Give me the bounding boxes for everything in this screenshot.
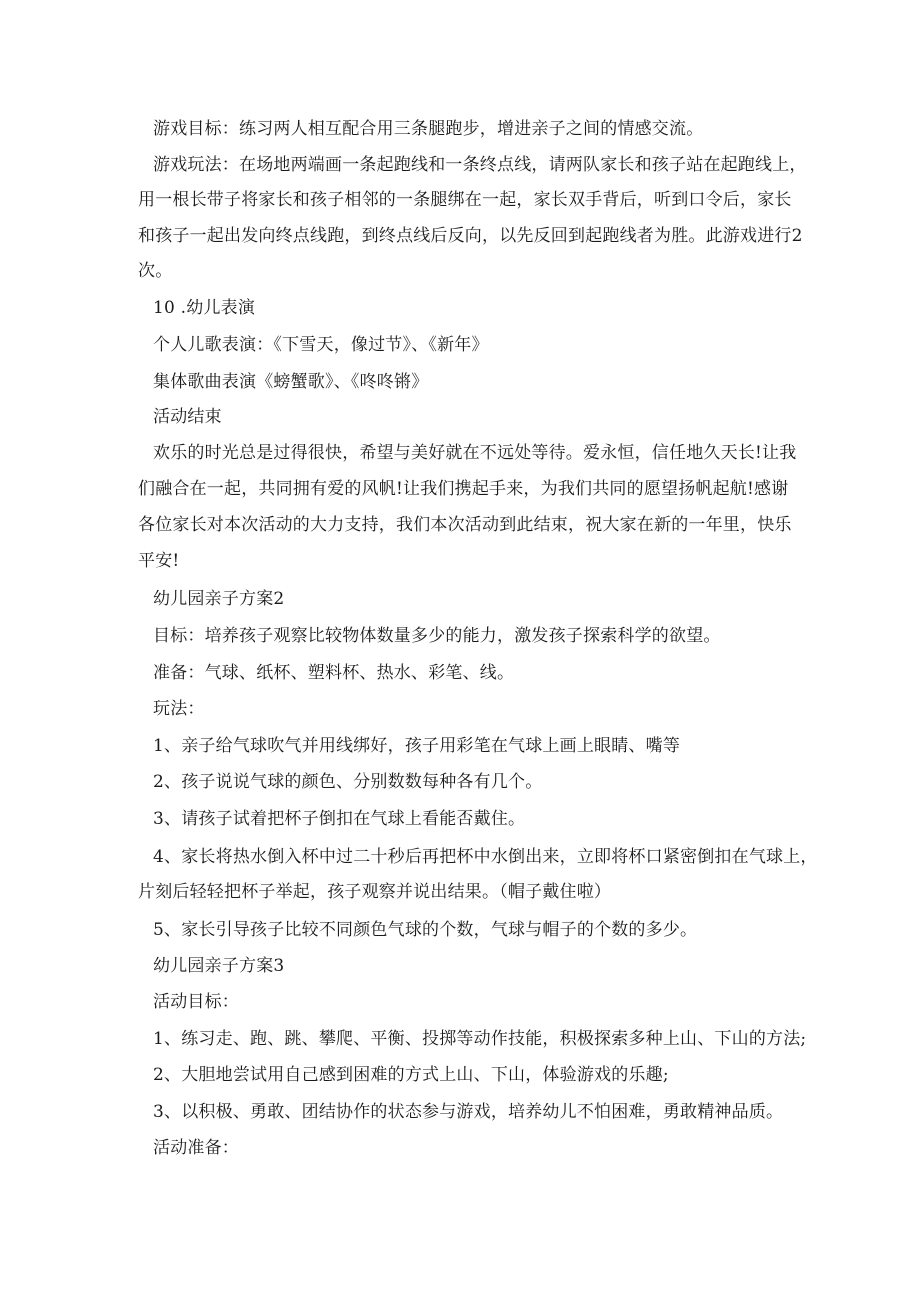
goal-item-3: 3、以积极、勇敢、团结协作的状态参与游戏，培养幼儿不怕困难，勇敢精神品质。 bbox=[153, 1102, 784, 1122]
list-item-1: 1、亲子给气球吹气并用线绑好，孩子用彩笔在气球上画上眼睛、嘴等 bbox=[153, 736, 681, 756]
paragraph-game-rules-line-1: 游戏玩法：在场地两端画一条起跑线和一条终点线，请两队家长和孩子站在起跑线上， bbox=[153, 155, 807, 175]
paragraph-closing-line-4: 平安! bbox=[138, 551, 180, 571]
paragraph-goal: 目标：培养孩子观察比较物体数量多少的能力，激发孩子探索科学的欲望。 bbox=[153, 626, 721, 646]
paragraph-closing-line-3: 各位家长对本次活动的大力支持，我们本次活动到此结束，祝大家在新的一年里，快乐 bbox=[138, 515, 792, 535]
paragraph-game-rules-line-2: 用一根长带子将家长和孩子相邻的一条腿绑在一起，家长双手背后，听到口令后，家长 bbox=[138, 190, 792, 210]
heading-activity-goals: 活动目标： bbox=[153, 992, 239, 1012]
list-item-4-line-1: 4、家长将热水倒入杯中过二十秒后再把杯中水倒出来，立即将杯口紧密倒扣在气球上， bbox=[153, 847, 818, 867]
paragraph-game-rules-line-3: 和孩子一起出发向终点线跑，到终点线后反向，以先反回到起跑线者为胜。此游戏进行2 bbox=[138, 226, 803, 246]
paragraph-closing-line-2: 们融合在一起，共同拥有爱的风帆!让我们携起手来，为我们共同的愿望扬帆起航!感谢 bbox=[138, 479, 789, 499]
paragraph-closing-line-1: 欢乐的时光总是过得很快，希望与美好就在不远处等待。爱永恒，信任地久天长!让我 bbox=[153, 443, 797, 463]
heading-activity-end: 活动结束 bbox=[153, 407, 222, 427]
paragraph-game-goal: 游戏目标：练习两人相互配合用三条腿跑步，增进亲子之间的情感交流。 bbox=[153, 119, 704, 139]
paragraph-game-rules-line-4: 次。 bbox=[138, 261, 173, 281]
paragraph-how-to-play: 玩法： bbox=[153, 699, 205, 719]
paragraph-preparation: 准备：气球、纸杯、塑料杯、热水、彩笔、线。 bbox=[153, 663, 515, 683]
list-item-2: 2、孩子说说气球的颜色、分别数数每种各有几个。 bbox=[153, 772, 543, 792]
goal-item-1: 1、练习走、跑、跳、攀爬、平衡、投掷等动作技能，积极探索多种上山、下山的方法; bbox=[153, 1029, 807, 1049]
heading-plan-2: 幼儿园亲子方案2 bbox=[153, 589, 285, 609]
list-item-4-line-2: 片刻后轻轻把杯子举起，孩子观察并说出结果。（帽子戴住啦） bbox=[138, 882, 612, 902]
paragraph-group-performance: 集体歌曲表演《螃蟹歌》、《咚咚锵》 bbox=[153, 372, 429, 392]
paragraph-solo-performance: 个人儿歌表演：《下雪天，像过节》、《新年》 bbox=[153, 335, 489, 355]
list-item-3: 3、请孩子试着把杯子倒扣在气球上看能否戴住。 bbox=[153, 809, 526, 829]
heading-child-performance: 10 .幼儿表演 bbox=[153, 298, 256, 318]
goal-item-2: 2、大胆地尝试用自己感到困难的方式上山、下山，体验游戏的乐趣; bbox=[153, 1065, 669, 1085]
list-item-5: 5、家长引导孩子比较不同颜色气球的个数，气球与帽子的个数的多少。 bbox=[153, 920, 698, 940]
heading-activity-preparation: 活动准备： bbox=[153, 1138, 239, 1158]
heading-plan-3: 幼儿园亲子方案3 bbox=[153, 956, 285, 976]
